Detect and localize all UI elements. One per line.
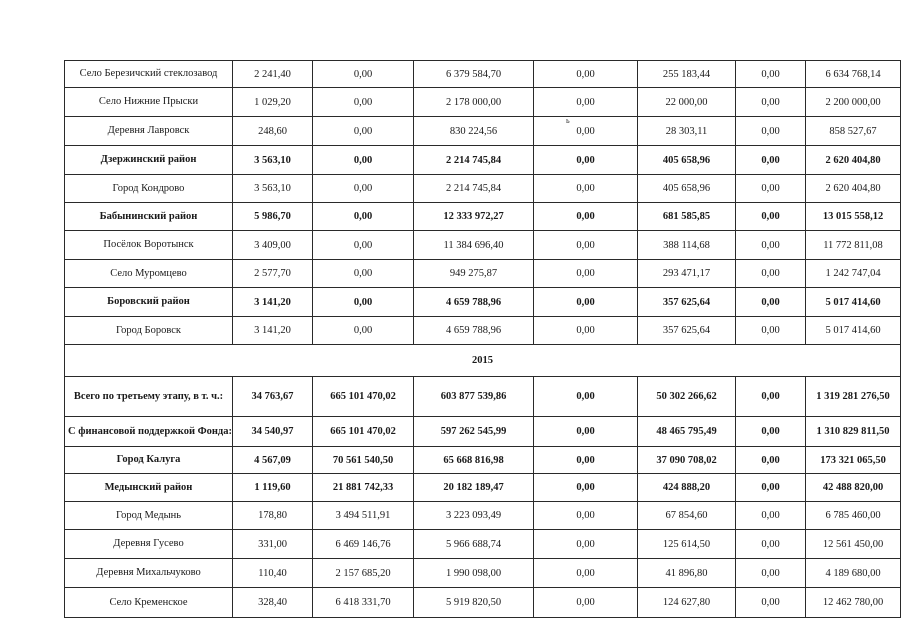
cell-local: 0,00 xyxy=(534,175,638,203)
cell-fund: 70 561 540,50 xyxy=(313,447,414,474)
table-row xyxy=(65,117,901,146)
cell-other: 0,00 xyxy=(736,317,806,345)
cell-total: 5 017 414,60 xyxy=(806,317,901,345)
cell-regional: 5 919 820,50 xyxy=(414,588,534,618)
cell-local: 0,00 xyxy=(534,530,638,559)
table-row xyxy=(65,474,901,502)
cell-area: 1 119,60 xyxy=(233,474,313,502)
cell-local: 0,00 xyxy=(534,447,638,474)
table-row xyxy=(65,260,901,288)
cell-fund: 6 469 146,76 xyxy=(313,530,414,559)
table-row xyxy=(65,317,901,345)
cell-fund: 0,00 xyxy=(313,260,414,288)
cell-owners: 424 888,20 xyxy=(638,474,736,502)
row-name: Село Нижние Прыски xyxy=(65,88,233,117)
cell-regional: 65 668 816,98 xyxy=(414,447,534,474)
cell-total: 2 620 404,80 xyxy=(806,175,901,203)
table-row xyxy=(65,203,901,231)
table-row xyxy=(65,61,901,88)
cell-area: 4 567,09 xyxy=(233,447,313,474)
cell-local: 0,00 xyxy=(534,502,638,530)
cell-owners: 388 114,68 xyxy=(638,231,736,260)
table-row xyxy=(65,447,901,474)
table-row xyxy=(65,559,901,588)
cell-owners: 67 854,60 xyxy=(638,502,736,530)
cell-local: 0,00 xyxy=(534,231,638,260)
cell-owners: 255 183,44 xyxy=(638,61,736,88)
cell-area: 34 763,67 xyxy=(233,377,313,417)
cell-fund: 0,00 xyxy=(313,317,414,345)
cell-regional: 2 178 000,00 xyxy=(414,88,534,117)
cell-local: 0,00 xyxy=(534,417,638,447)
cell-other: 0,00 xyxy=(736,175,806,203)
cell-regional: 603 877 539,86 xyxy=(414,377,534,417)
cell-fund: 0,00 xyxy=(313,231,414,260)
cell-fund: 21 881 742,33 xyxy=(313,474,414,502)
table-row xyxy=(65,175,901,203)
cell-local: 0,00 xyxy=(534,146,638,175)
cell-area: 248,60 xyxy=(233,117,313,146)
cell-area: 34 540,97 xyxy=(233,417,313,447)
cell-total: 2 200 000,00 xyxy=(806,88,901,117)
table-row xyxy=(65,88,901,117)
cell-fund: 0,00 xyxy=(313,117,414,146)
cell-other: 0,00 xyxy=(736,146,806,175)
table-row xyxy=(65,502,901,530)
cell-fund: 6 418 331,70 xyxy=(313,588,414,618)
cell-owners: 41 896,80 xyxy=(638,559,736,588)
cell-total: 5 017 414,60 xyxy=(806,288,901,317)
table-row xyxy=(65,588,901,618)
cell-owners: 405 658,96 xyxy=(638,175,736,203)
row-name: Бабынинский район xyxy=(65,203,233,231)
cell-fund: 2 157 685,20 xyxy=(313,559,414,588)
cell-local: 0,00 xyxy=(534,474,638,502)
cell-area: 2 577,70 xyxy=(233,260,313,288)
cell-area: 5 986,70 xyxy=(233,203,313,231)
cell-local: 0,00 xyxy=(534,288,638,317)
cell-owners: 357 625,64 xyxy=(638,288,736,317)
cell-other: 0,00 xyxy=(736,502,806,530)
year-label: 2015 xyxy=(65,345,901,377)
cell-regional: 2 214 745,84 xyxy=(414,146,534,175)
cell-local: 0,00 xyxy=(534,88,638,117)
cell-area: 3 409,00 xyxy=(233,231,313,260)
cell-regional: 830 224,56 xyxy=(414,117,534,146)
row-name: Деревня Лавровск xyxy=(65,117,233,146)
cell-other: 0,00 xyxy=(736,203,806,231)
cell-area: 328,40 xyxy=(233,588,313,618)
cell-fund: 3 494 511,91 xyxy=(313,502,414,530)
cell-regional: 20 182 189,47 xyxy=(414,474,534,502)
cell-regional: 2 214 745,84 xyxy=(414,175,534,203)
table-row xyxy=(65,377,901,417)
row-name: Деревня Михальчуково xyxy=(65,559,233,588)
cell-other: 0,00 xyxy=(736,559,806,588)
cell-other: 0,00 xyxy=(736,417,806,447)
cell-area: 3 563,10 xyxy=(233,175,313,203)
cell-fund: 665 101 470,02 xyxy=(313,417,414,447)
cell-other: 0,00 xyxy=(736,447,806,474)
cell-local: 0,00 xyxy=(534,117,638,146)
cell-total: 11 772 811,08 xyxy=(806,231,901,260)
row-name: Деревня Гусево xyxy=(65,530,233,559)
cell-regional: 4 659 788,96 xyxy=(414,288,534,317)
funding-table xyxy=(64,60,901,618)
cell-fund: 0,00 xyxy=(313,146,414,175)
row-name: Город Кондрово xyxy=(65,175,233,203)
cell-total: 1 242 747,04 xyxy=(806,260,901,288)
row-name: Село Кременское xyxy=(65,588,233,618)
cell-area: 3 563,10 xyxy=(233,146,313,175)
row-name: Медынский район xyxy=(65,474,233,502)
cell-owners: 125 614,50 xyxy=(638,530,736,559)
cell-regional: 4 659 788,96 xyxy=(414,317,534,345)
row-name: Дзержинский район xyxy=(65,146,233,175)
cell-local: 0,00 xyxy=(534,260,638,288)
cell-other: 0,00 xyxy=(736,61,806,88)
cell-owners: 22 000,00 xyxy=(638,88,736,117)
cell-regional: 1 990 098,00 xyxy=(414,559,534,588)
cell-other: 0,00 xyxy=(736,588,806,618)
cell-other: 0,00 xyxy=(736,377,806,417)
cell-owners: 37 090 708,02 xyxy=(638,447,736,474)
row-name: Боровский район xyxy=(65,288,233,317)
table-row xyxy=(65,146,901,175)
cell-area: 178,80 xyxy=(233,502,313,530)
cell-owners: 50 302 266,62 xyxy=(638,377,736,417)
table-row xyxy=(65,231,901,260)
table-row xyxy=(65,288,901,317)
cell-total: 13 015 558,12 xyxy=(806,203,901,231)
cell-owners: 124 627,80 xyxy=(638,588,736,618)
table-row xyxy=(65,530,901,559)
cell-total: 12 462 780,00 xyxy=(806,588,901,618)
cell-area: 3 141,20 xyxy=(233,317,313,345)
cell-fund: 0,00 xyxy=(313,61,414,88)
row-name: Село Березичский стеклозавод xyxy=(65,61,233,88)
cell-other: 0,00 xyxy=(736,117,806,146)
cell-area: 331,00 xyxy=(233,530,313,559)
cell-fund: 0,00 xyxy=(313,175,414,203)
scan-speck: ь xyxy=(566,116,570,125)
row-name: Всего по третьему этапу, в т. ч.: xyxy=(65,377,233,417)
cell-total: 4 189 680,00 xyxy=(806,559,901,588)
cell-other: 0,00 xyxy=(736,530,806,559)
cell-total: 1 310 829 811,50 xyxy=(806,417,901,447)
cell-area: 110,40 xyxy=(233,559,313,588)
row-name: Город Медынь xyxy=(65,502,233,530)
cell-total: 6 634 768,14 xyxy=(806,61,901,88)
cell-owners: 681 585,85 xyxy=(638,203,736,231)
cell-other: 0,00 xyxy=(736,231,806,260)
cell-local: 0,00 xyxy=(534,61,638,88)
cell-owners: 405 658,96 xyxy=(638,146,736,175)
cell-total: 1 319 281 276,50 xyxy=(806,377,901,417)
cell-owners: 293 471,17 xyxy=(638,260,736,288)
table-row xyxy=(65,417,901,447)
cell-regional: 6 379 584,70 xyxy=(414,61,534,88)
cell-fund: 665 101 470,02 xyxy=(313,377,414,417)
cell-regional: 949 275,87 xyxy=(414,260,534,288)
row-name: Город Калуга xyxy=(65,447,233,474)
cell-total: 6 785 460,00 xyxy=(806,502,901,530)
year-row xyxy=(65,345,901,377)
cell-local: 0,00 xyxy=(534,377,638,417)
cell-fund: 0,00 xyxy=(313,288,414,317)
cell-owners: 28 303,11 xyxy=(638,117,736,146)
cell-area: 3 141,20 xyxy=(233,288,313,317)
cell-area: 1 029,20 xyxy=(233,88,313,117)
cell-total: 42 488 820,00 xyxy=(806,474,901,502)
cell-owners: 357 625,64 xyxy=(638,317,736,345)
cell-total: 2 620 404,80 xyxy=(806,146,901,175)
cell-area: 2 241,40 xyxy=(233,61,313,88)
cell-local: 0,00 xyxy=(534,203,638,231)
cell-regional: 11 384 696,40 xyxy=(414,231,534,260)
cell-other: 0,00 xyxy=(736,260,806,288)
row-name: Посёлок Воротынск xyxy=(65,231,233,260)
cell-other: 0,00 xyxy=(736,88,806,117)
cell-regional: 12 333 972,27 xyxy=(414,203,534,231)
row-name: С финансовой поддержкой Фонда: xyxy=(65,417,233,447)
row-name: Село Муромцево xyxy=(65,260,233,288)
cell-other: 0,00 xyxy=(736,288,806,317)
cell-total: 12 561 450,00 xyxy=(806,530,901,559)
cell-local: 0,00 xyxy=(534,317,638,345)
cell-owners: 48 465 795,49 xyxy=(638,417,736,447)
cell-other: 0,00 xyxy=(736,474,806,502)
cell-total: 858 527,67 xyxy=(806,117,901,146)
row-name: Город Боровск xyxy=(65,317,233,345)
cell-local: 0,00 xyxy=(534,559,638,588)
cell-total: 173 321 065,50 xyxy=(806,447,901,474)
cell-fund: 0,00 xyxy=(313,88,414,117)
cell-regional: 5 966 688,74 xyxy=(414,530,534,559)
cell-regional: 3 223 093,49 xyxy=(414,502,534,530)
cell-regional: 597 262 545,99 xyxy=(414,417,534,447)
cell-fund: 0,00 xyxy=(313,203,414,231)
cell-local: 0,00 xyxy=(534,588,638,618)
